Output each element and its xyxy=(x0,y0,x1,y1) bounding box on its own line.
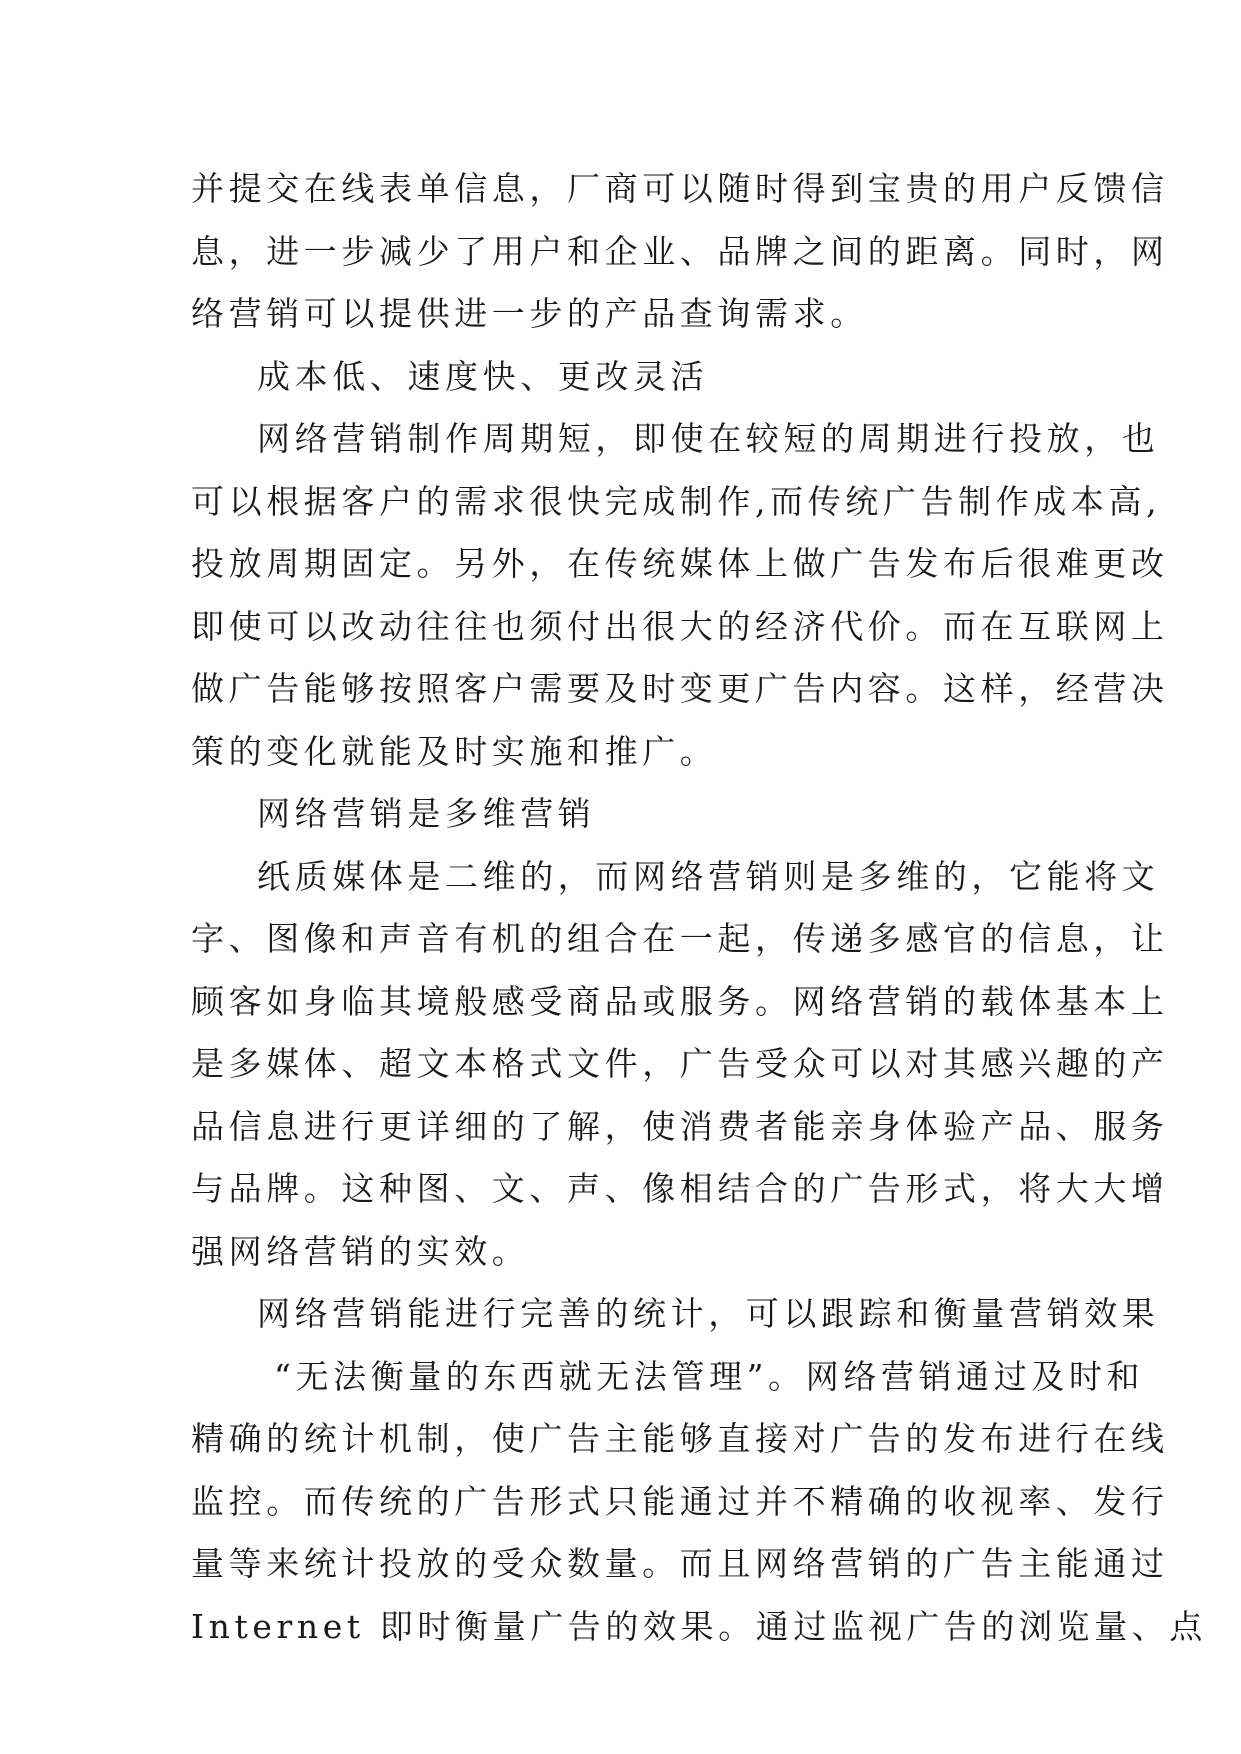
text-line: 强网络营销的实效。 xyxy=(191,1231,530,1271)
text-line: 是多媒体、超文本格式文件，广告受众可以对其感兴趣的产 xyxy=(191,1044,1169,1083)
text-line: Internet 即时衡量广告的效果。通过监视广告的浏览量、点 xyxy=(191,1606,1207,1646)
text-line: 与品牌。这种图、文、声、像相结合的广告形式，将大大增 xyxy=(191,1169,1169,1208)
text-line: 策的变化就能及时实施和推广。 xyxy=(191,731,718,771)
text-line: 网络营销制作周期短，即使在较短的周期进行投放，也 xyxy=(257,419,1160,458)
text-line: 可以根据客户的需求很快完成制作,而传统广告制作成本高, xyxy=(191,481,1162,521)
text-line: “无法衡量的东西就无法管理”。网络营销通过及时和 xyxy=(274,1356,1145,1396)
text-line: 字、图像和声音有机的组合在一起，传递多感官的信息，让 xyxy=(191,919,1169,958)
text-line: 投放周期固定。另外，在传统媒体上做广告发布后很难更改 xyxy=(191,544,1169,583)
text-line: 量等来统计投放的受众数量。而且网络营销的广告主能通过 xyxy=(191,1544,1169,1583)
text-line: 络营销可以提供进一步的产品查询需求。 xyxy=(191,294,868,333)
text-line: 网络营销能进行完善的统计，可以跟踪和衡量营销效果 xyxy=(257,1294,1160,1333)
text-line: 品信息进行更详细的了解，使消费者能亲身体验产品、服务 xyxy=(191,1106,1169,1146)
text-line: 息，进一步减少了用户和企业、品牌之间的距离。同时，网 xyxy=(191,231,1169,271)
text-line: 顾客如身临其境般感受商品或服务。网络营销的载体基本上 xyxy=(191,981,1169,1021)
text-line: 监控。而传统的广告形式只能通过并不精确的收视率、发行 xyxy=(191,1481,1169,1521)
text-line: 即使可以改动往往也须付出很大的经济代价。而在互联网上 xyxy=(191,606,1169,646)
text-line: 纸质媒体是二维的，而网络营销则是多维的，它能将文 xyxy=(257,856,1160,896)
text-line: 成本低、速度快、更改灵活 xyxy=(257,356,709,396)
body-text xyxy=(191,158,1207,1658)
text-line: 做广告能够按照客户需要及时变更广告内容。这样，经营决 xyxy=(191,669,1169,708)
text-line: 精确的统计机制，使广告主能够直接对广告的发布进行在线 xyxy=(191,1419,1169,1458)
text-line: 网络营销是多维营销 xyxy=(257,794,596,833)
text-line: 并提交在线表单信息，厂商可以随时得到宝贵的用户反馈信 xyxy=(191,169,1169,208)
